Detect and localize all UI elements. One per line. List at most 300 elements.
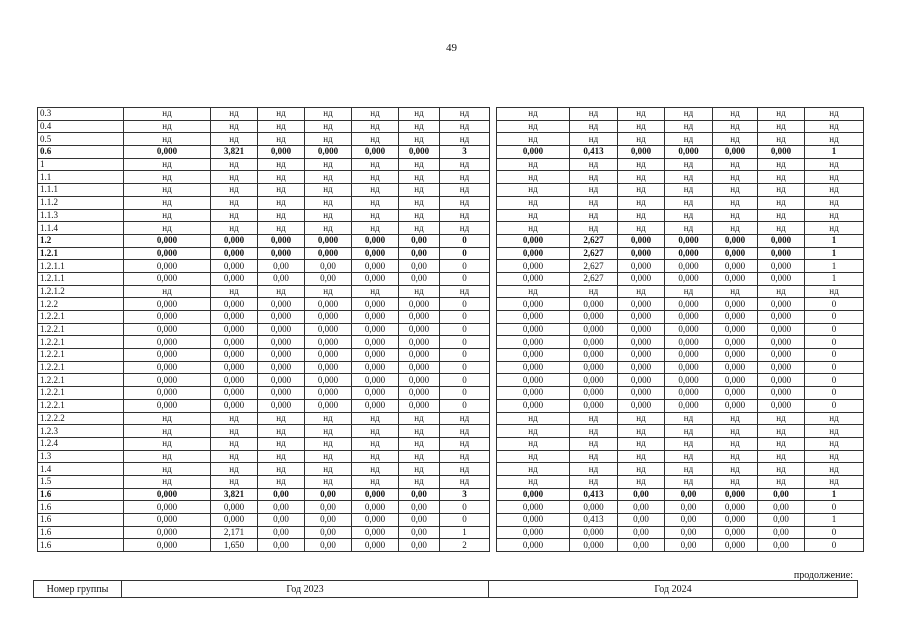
cell-2024: 0,000 — [758, 298, 805, 311]
cell-2023: нд — [352, 437, 399, 450]
cell-2023: 0,000 — [305, 387, 352, 400]
cell-2023: нд — [399, 425, 440, 438]
cell-2024: 0,000 — [713, 488, 758, 501]
cell-2023: 0,00 — [305, 272, 352, 285]
cell-2024: нд — [497, 209, 570, 222]
cell-2024: 0,00 — [665, 488, 713, 501]
cell-2023: нд — [258, 425, 305, 438]
cell-2023: 0,000 — [305, 298, 352, 311]
cell-2024: 0,000 — [665, 247, 713, 260]
cell-2024: нд — [618, 463, 665, 476]
cell-2023: 0,00 — [258, 501, 305, 514]
cell-2024: нд — [758, 450, 805, 463]
cell-2024: нд — [497, 158, 570, 171]
cell-2023: нд — [352, 475, 399, 488]
cell-2024: 0,000 — [665, 272, 713, 285]
cell-2023: 3,821 — [211, 146, 258, 159]
column-gap — [490, 196, 497, 209]
cell-2024: 0,000 — [665, 146, 713, 159]
cell-2024: нд — [758, 412, 805, 425]
cell-2024: 2,627 — [570, 272, 618, 285]
table-row — [38, 425, 864, 438]
cell-2024: нд — [805, 475, 864, 488]
cell-2024: 0,000 — [497, 539, 570, 552]
cell-2024: нд — [570, 133, 618, 146]
cell-2023: 0,00 — [258, 272, 305, 285]
cell-2023: нд — [440, 425, 490, 438]
cell-2024: 0,000 — [497, 272, 570, 285]
cell-2023: 0,000 — [352, 361, 399, 374]
column-gap — [490, 463, 497, 476]
cell-2024: 0,000 — [713, 387, 758, 400]
cell-2023: 0 — [440, 361, 490, 374]
cell-2024: нд — [713, 196, 758, 209]
cell-2023: нд — [124, 425, 211, 438]
cell-2023: 0,000 — [124, 323, 211, 336]
cell-2024: 0,00 — [758, 539, 805, 552]
cell-2024: нд — [497, 196, 570, 209]
cell-2024: 0,000 — [758, 336, 805, 349]
cell-2024: 1 — [805, 260, 864, 273]
cell-2023: 0 — [440, 387, 490, 400]
cell-2023: 0,00 — [258, 539, 305, 552]
cell-2023: 0,00 — [305, 539, 352, 552]
cell-2024: 0 — [805, 501, 864, 514]
cell-2023: 1 — [440, 526, 490, 539]
cell-2024: 0,000 — [570, 311, 618, 324]
cell-2023: нд — [352, 412, 399, 425]
cell-2024: 0,000 — [713, 501, 758, 514]
column-gap — [490, 361, 497, 374]
cell-2023: 0 — [440, 234, 490, 247]
cell-2024: нд — [713, 209, 758, 222]
cell-2023: 2 — [440, 539, 490, 552]
cell-2023: 0,00 — [399, 247, 440, 260]
cell-2024: 0,000 — [497, 361, 570, 374]
table-row — [38, 158, 864, 171]
column-gap — [490, 108, 497, 121]
cell-2023: нд — [124, 196, 211, 209]
cell-2024: 0,000 — [713, 336, 758, 349]
cell-2024: 0 — [805, 349, 864, 362]
cell-2024: 0,000 — [758, 311, 805, 324]
row-label: 0.3 — [38, 108, 124, 121]
cell-2023: нд — [440, 463, 490, 476]
cell-2023: 0,00 — [258, 526, 305, 539]
cell-2024: 0,000 — [665, 361, 713, 374]
cell-2024: 0,000 — [497, 323, 570, 336]
cell-2024: нд — [805, 285, 864, 298]
cell-2023: 0 — [440, 374, 490, 387]
cell-2024: нд — [758, 184, 805, 197]
cell-2024: 0,00 — [665, 539, 713, 552]
cell-2024: 0,000 — [758, 146, 805, 159]
cell-2024: нд — [497, 437, 570, 450]
cell-2023: нд — [399, 158, 440, 171]
cell-2023: нд — [211, 171, 258, 184]
continuation-label: продолжение: — [793, 570, 853, 581]
cell-2023: нд — [258, 412, 305, 425]
cell-2023: нд — [440, 171, 490, 184]
cell-2023: 0,000 — [258, 361, 305, 374]
cell-2024: нд — [497, 108, 570, 121]
table-row — [38, 412, 864, 425]
cell-2024: нд — [805, 171, 864, 184]
cell-2024: 0,000 — [758, 349, 805, 362]
cell-2023: нд — [440, 209, 490, 222]
year-2024-header: Год 2024 — [489, 581, 858, 598]
column-gap — [490, 539, 497, 552]
cell-2023: 0,000 — [211, 234, 258, 247]
cell-2024: 0,000 — [570, 399, 618, 412]
cell-2023: нд — [352, 285, 399, 298]
cell-2023: нд — [124, 184, 211, 197]
cell-2023: 0,00 — [399, 514, 440, 527]
cell-2024: нд — [570, 475, 618, 488]
table-row — [38, 526, 864, 539]
cell-2024: нд — [758, 475, 805, 488]
cell-2024: 0,000 — [570, 349, 618, 362]
cell-2024: 0,000 — [713, 323, 758, 336]
cell-2023: 0,000 — [124, 514, 211, 527]
cell-2023: нд — [124, 285, 211, 298]
cell-2024: 0,000 — [665, 298, 713, 311]
cell-2024: нд — [665, 196, 713, 209]
cell-2023: нд — [211, 209, 258, 222]
cell-2023: нд — [305, 184, 352, 197]
cell-2023: нд — [440, 184, 490, 197]
cell-2023: нд — [440, 120, 490, 133]
cell-2024: 0,000 — [713, 234, 758, 247]
cell-2024: нд — [618, 222, 665, 235]
cell-2024: 0,000 — [618, 298, 665, 311]
row-label: 1.2.1.1 — [38, 272, 124, 285]
cell-2024: нд — [758, 437, 805, 450]
cell-2024: нд — [618, 133, 665, 146]
cell-2023: 0,000 — [399, 146, 440, 159]
table-row — [38, 196, 864, 209]
cell-2024: нд — [570, 120, 618, 133]
cell-2023: 0,000 — [305, 234, 352, 247]
table-row — [38, 298, 864, 311]
cell-2024: 0,00 — [758, 501, 805, 514]
row-label: 1.4 — [38, 463, 124, 476]
cell-2023: 0,000 — [305, 247, 352, 260]
cell-2024: 0,000 — [618, 349, 665, 362]
cell-2023: 0,000 — [124, 349, 211, 362]
column-gap — [490, 260, 497, 273]
cell-2023: нд — [352, 184, 399, 197]
row-label: 0.4 — [38, 120, 124, 133]
column-gap — [490, 298, 497, 311]
cell-2023: нд — [211, 437, 258, 450]
cell-2023: 0,000 — [399, 361, 440, 374]
cell-2023: нд — [211, 184, 258, 197]
cell-2023: 0,000 — [399, 336, 440, 349]
table-row — [38, 133, 864, 146]
cell-2023: 0,000 — [352, 387, 399, 400]
cell-2024: 2,627 — [570, 260, 618, 273]
cell-2023: 0,000 — [352, 260, 399, 273]
cell-2023: нд — [399, 285, 440, 298]
cell-2023: нд — [258, 222, 305, 235]
cell-2023: нд — [440, 158, 490, 171]
cell-2024: 1 — [805, 247, 864, 260]
column-gap — [490, 311, 497, 324]
cell-2024: нд — [665, 158, 713, 171]
cell-2023: 0,000 — [124, 387, 211, 400]
cell-2024: 0,000 — [570, 539, 618, 552]
cell-2024: 0,000 — [497, 526, 570, 539]
cell-2023: 0 — [440, 336, 490, 349]
cell-2024: нд — [570, 222, 618, 235]
table-row — [38, 475, 864, 488]
row-label: 1.2.2.1 — [38, 399, 124, 412]
cell-2024: нд — [758, 171, 805, 184]
cell-2024: 0,000 — [665, 374, 713, 387]
cell-2023: нд — [440, 222, 490, 235]
cell-2024: 1 — [805, 234, 864, 247]
cell-2023: нд — [305, 475, 352, 488]
cell-2023: нд — [258, 184, 305, 197]
cell-2024: нд — [570, 158, 618, 171]
row-label: 1.2.2.1 — [38, 336, 124, 349]
cell-2024: нд — [497, 412, 570, 425]
cell-2024: 0,000 — [665, 260, 713, 273]
cell-2023: нд — [211, 412, 258, 425]
cell-2024: 0,000 — [758, 399, 805, 412]
cell-2024: 0,000 — [497, 387, 570, 400]
cell-2024: 0,000 — [570, 374, 618, 387]
cell-2023: 0,000 — [211, 399, 258, 412]
table-row — [38, 463, 864, 476]
table-row — [38, 247, 864, 260]
cell-2023: нд — [305, 120, 352, 133]
row-label: 1.2.1.2 — [38, 285, 124, 298]
cell-2023: нд — [399, 437, 440, 450]
cell-2024: 0,000 — [497, 514, 570, 527]
cell-2023: 0,000 — [258, 349, 305, 362]
cell-2023: нд — [211, 120, 258, 133]
cell-2024: 0,000 — [713, 514, 758, 527]
column-gap — [490, 425, 497, 438]
cell-2023: 0,00 — [258, 260, 305, 273]
table-row — [38, 514, 864, 527]
cell-2024: нд — [665, 222, 713, 235]
cell-2023: 0,000 — [258, 387, 305, 400]
cell-2023: 0,000 — [305, 146, 352, 159]
cell-2023: 0 — [440, 298, 490, 311]
column-gap — [490, 387, 497, 400]
cell-2024: 2,627 — [570, 247, 618, 260]
row-label: 1.1.3 — [38, 209, 124, 222]
cell-2024: 0,000 — [618, 247, 665, 260]
cell-2024: нд — [713, 450, 758, 463]
cell-2023: 0,00 — [258, 488, 305, 501]
cell-2024: нд — [618, 425, 665, 438]
cell-2023: 0,000 — [352, 514, 399, 527]
cell-2023: 0,00 — [305, 501, 352, 514]
cell-2023: 0,000 — [211, 349, 258, 362]
table-row — [38, 171, 864, 184]
cell-2024: 0,000 — [665, 311, 713, 324]
column-gap — [490, 158, 497, 171]
cell-2024: нд — [497, 450, 570, 463]
column-gap — [490, 526, 497, 539]
cell-2024: 0,000 — [618, 146, 665, 159]
cell-2024: 0,00 — [665, 514, 713, 527]
cell-2024: 0 — [805, 526, 864, 539]
cell-2023: 0,000 — [211, 336, 258, 349]
cell-2023: нд — [399, 108, 440, 121]
cell-2023: 0,000 — [305, 311, 352, 324]
table-row — [38, 120, 864, 133]
cell-2024: 0,000 — [758, 272, 805, 285]
column-gap — [490, 412, 497, 425]
column-gap — [490, 349, 497, 362]
cell-2023: нд — [211, 463, 258, 476]
cell-2023: нд — [124, 412, 211, 425]
cell-2023: 0,00 — [258, 514, 305, 527]
cell-2024: нд — [665, 475, 713, 488]
cell-2023: 0,000 — [352, 234, 399, 247]
cell-2023: 0,000 — [124, 247, 211, 260]
row-label: 1.2.2.1 — [38, 323, 124, 336]
cell-2024: 0,000 — [665, 387, 713, 400]
row-label: 1.6 — [38, 501, 124, 514]
cell-2023: 0,000 — [352, 336, 399, 349]
cell-2023: 0,000 — [258, 298, 305, 311]
cell-2023: 0,000 — [258, 311, 305, 324]
cell-2023: нд — [440, 412, 490, 425]
cell-2023: 0,000 — [211, 387, 258, 400]
cell-2023: нд — [352, 158, 399, 171]
cell-2023: 0,000 — [211, 514, 258, 527]
column-gap — [490, 374, 497, 387]
cell-2023: нд — [211, 475, 258, 488]
cell-2023: 0,000 — [305, 399, 352, 412]
cell-2023: нд — [305, 158, 352, 171]
cell-2023: 1,650 — [211, 539, 258, 552]
cell-2024: нд — [497, 184, 570, 197]
cell-2024: нд — [713, 222, 758, 235]
cell-2023: 0,000 — [352, 539, 399, 552]
cell-2023: 0,000 — [124, 526, 211, 539]
column-gap — [490, 450, 497, 463]
cell-2023: 0,000 — [211, 298, 258, 311]
cell-2024: 0,000 — [713, 399, 758, 412]
cell-2024: 0 — [805, 539, 864, 552]
cell-2023: нд — [352, 425, 399, 438]
cell-2023: 0,000 — [352, 349, 399, 362]
cell-2024: нд — [713, 120, 758, 133]
cell-2023: 0,000 — [124, 374, 211, 387]
cell-2024: нд — [618, 412, 665, 425]
row-label: 1.5 — [38, 475, 124, 488]
column-gap — [490, 399, 497, 412]
row-label: 1 — [38, 158, 124, 171]
cell-2023: нд — [440, 285, 490, 298]
cell-2024: 0,000 — [618, 361, 665, 374]
cell-2023: 0,000 — [305, 361, 352, 374]
cell-2024: нд — [805, 184, 864, 197]
cell-2023: нд — [399, 222, 440, 235]
row-label: 1.2.4 — [38, 437, 124, 450]
table-row — [38, 450, 864, 463]
cell-2023: 0,000 — [211, 260, 258, 273]
cell-2023: нд — [211, 133, 258, 146]
year-2023-header: Год 2023 — [122, 581, 489, 598]
cell-2023: 0,000 — [305, 323, 352, 336]
cell-2024: нд — [665, 463, 713, 476]
cell-2023: нд — [352, 171, 399, 184]
cell-2024: 0,413 — [570, 514, 618, 527]
table-row — [38, 184, 864, 197]
cell-2023: 0,000 — [305, 336, 352, 349]
cell-2023: 0,000 — [211, 247, 258, 260]
cell-2024: нд — [665, 450, 713, 463]
cell-2024: нд — [713, 171, 758, 184]
column-gap — [490, 247, 497, 260]
cell-2023: нд — [305, 463, 352, 476]
cell-2024: нд — [497, 475, 570, 488]
cell-2024: нд — [805, 412, 864, 425]
column-gap — [490, 171, 497, 184]
cell-2024: 0,000 — [713, 374, 758, 387]
cell-2024: нд — [758, 222, 805, 235]
column-gap — [490, 323, 497, 336]
cell-2023: 0,000 — [211, 323, 258, 336]
data-table — [37, 107, 864, 552]
cell-2024: нд — [618, 437, 665, 450]
cell-2023: 0,000 — [352, 247, 399, 260]
cell-2023: 0,000 — [258, 146, 305, 159]
cell-2023: нд — [305, 171, 352, 184]
cell-2023: 0,000 — [352, 374, 399, 387]
cell-2023: нд — [399, 196, 440, 209]
cell-2023: нд — [440, 196, 490, 209]
column-gap — [490, 120, 497, 133]
cell-2024: нд — [570, 437, 618, 450]
cell-2023: 0,000 — [124, 539, 211, 552]
cell-2024: 0,000 — [497, 399, 570, 412]
cell-2024: нд — [805, 463, 864, 476]
cell-2024: 0,000 — [758, 387, 805, 400]
row-label: 1.2.2.1 — [38, 349, 124, 362]
cell-2023: нд — [211, 108, 258, 121]
cell-2024: 0,000 — [618, 234, 665, 247]
table-row — [38, 374, 864, 387]
cell-2024: нд — [665, 437, 713, 450]
cell-2023: 0 — [440, 349, 490, 362]
cell-2023: нд — [305, 196, 352, 209]
cell-2023: 0,00 — [305, 260, 352, 273]
cell-2023: нд — [440, 450, 490, 463]
cell-2023: 0,000 — [352, 146, 399, 159]
cell-2024: нд — [758, 120, 805, 133]
table-row — [38, 501, 864, 514]
cell-2023: нд — [352, 133, 399, 146]
cell-2024: нд — [665, 108, 713, 121]
cell-2024: нд — [758, 285, 805, 298]
column-gap — [490, 475, 497, 488]
cell-2023: нд — [399, 450, 440, 463]
cell-2023: 0,000 — [352, 272, 399, 285]
cell-2024: 0,00 — [618, 501, 665, 514]
cell-2024: 1 — [805, 146, 864, 159]
cell-2024: нд — [497, 171, 570, 184]
cell-2024: 0 — [805, 323, 864, 336]
